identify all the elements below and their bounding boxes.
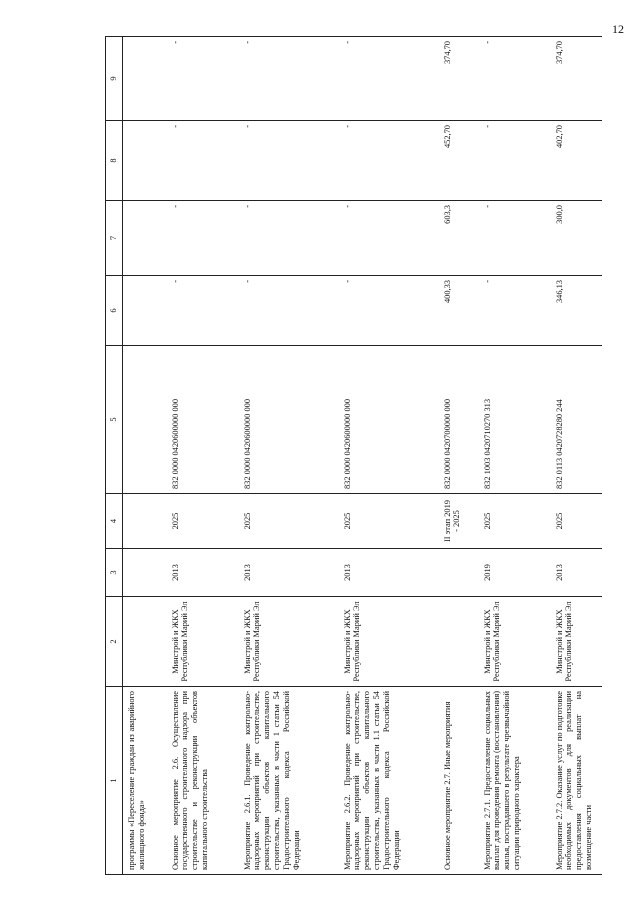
cell-budget-code: 832 0113 0420728280 244 <box>551 346 603 494</box>
cell-value-9 <box>123 37 167 121</box>
cell-executor <box>123 597 167 687</box>
table-body <box>123 37 603 875</box>
cell-start-year: 2013 <box>167 549 239 597</box>
header-col-5: 5 <box>106 346 123 494</box>
program-activities-table <box>105 36 602 875</box>
table-row <box>167 37 239 875</box>
table-row <box>551 37 603 875</box>
cell-start-year: 2019 <box>479 549 551 597</box>
cell-activity: Основное мероприятие 2.7. Иные мероприятия <box>439 687 479 875</box>
cell-end-year: 2025 <box>551 494 603 549</box>
cell-end-year: 2025 <box>167 494 239 549</box>
cell-value-8: - <box>339 121 439 201</box>
cell-budget-code: 832 0000 0420600000 000 <box>239 346 339 494</box>
cell-budget-code: 832 0000 0420700000 000 <box>439 346 479 494</box>
cell-activity: Мероприятие 2.6.1. Проведение контрольно-надзорных мероприятий при строительстве, реконструкции объектов капитального строительства, указанных в части 1 статьи 54 Градостроительного кодекса Российской Федерации <box>239 687 339 875</box>
cell-executor: Минстрой и ЖКХ Республики Марий Эл <box>167 597 239 687</box>
table-row <box>479 37 551 875</box>
cell-value-7: - <box>239 201 339 276</box>
cell-value-6: 400,33 <box>439 276 479 346</box>
table-header <box>106 37 123 875</box>
cell-end-year <box>123 494 167 549</box>
cell-activity: Мероприятие 2.6.2. Проведение контрольно-надзорных мероприятий при строительстве, реконструкции объектов капитального строительства, указанных в части 1.1 статьи 54 Градостроительного кодекса Российской Федерации <box>339 687 439 875</box>
cell-executor: Минстрой и ЖКХ Республики Марий Эл <box>239 597 339 687</box>
header-col-3: 3 <box>106 549 123 597</box>
cell-value-6: 346,13 <box>551 276 603 346</box>
cell-value-8: - <box>239 121 339 201</box>
cell-value-8: 452,70 <box>439 121 479 201</box>
page-number: 12 <box>612 22 624 36</box>
cell-start-year <box>123 549 167 597</box>
cell-value-7: 603,3 <box>439 201 479 276</box>
cell-value-9: - <box>339 37 439 121</box>
cell-budget-code: 832 1003 0420710270 313 <box>479 346 551 494</box>
cell-start-year: 2013 <box>239 549 339 597</box>
cell-end-year: 2025 <box>239 494 339 549</box>
cell-value-6: - <box>479 276 551 346</box>
cell-value-9: - <box>239 37 339 121</box>
cell-value-9: - <box>479 37 551 121</box>
cell-stage: II этап 2019 - 2025 <box>439 494 479 549</box>
header-col-2: 2 <box>106 597 123 687</box>
cell-executor: Минстрой и ЖКХ Республики Марий Эл <box>551 597 603 687</box>
cell-end-year: 2025 <box>339 494 439 549</box>
cell-value-9: 374,70 <box>551 37 603 121</box>
cell-value-7: 300,0 <box>551 201 603 276</box>
cell-value-8 <box>123 121 167 201</box>
cell-value-7 <box>123 201 167 276</box>
header-col-6: 6 <box>106 276 123 346</box>
cell-activity: Мероприятие 2.7.1. Предоставление социальных выплат для проведения ремонта (восстановления) жилья, пострадавшего в результате чрезвычайной ситуации природного характера <box>479 687 551 875</box>
cell-value-7: - <box>479 201 551 276</box>
cell-budget-code <box>123 346 167 494</box>
cell-value-7: - <box>167 201 239 276</box>
cell-value-8: - <box>479 121 551 201</box>
cell-executor: Минстрой и ЖКХ Республики Марий Эл <box>339 597 439 687</box>
header-col-1: 1 <box>106 687 123 875</box>
cell-end-year: 2025 <box>479 494 551 549</box>
cell-value-6: - <box>167 276 239 346</box>
cell-start-year: 2013 <box>551 549 603 597</box>
cell-value-9: 374,70 <box>439 37 479 121</box>
cell-start-year <box>439 549 479 597</box>
rotated-table-container <box>105 37 613 875</box>
header-col-8: 8 <box>106 121 123 201</box>
cell-value-9: - <box>167 37 239 121</box>
cell-activity: программы «Переселение граждан из аварийного жилищного фонда» <box>123 687 167 875</box>
cell-value-8: 402,70 <box>551 121 603 201</box>
cell-activity: Основное мероприятие 2.6. Осуществление государственного строительного надзора при строительстве и реконструкции объектов капитального строительства <box>167 687 239 875</box>
cell-executor: Минстрой и ЖКХ Республики Марий Эл <box>479 597 551 687</box>
header-col-7: 7 <box>106 201 123 276</box>
cell-value-6: - <box>339 276 439 346</box>
cell-budget-code: 832 0000 0420600000 000 <box>167 346 239 494</box>
table-row <box>439 37 479 875</box>
table-row <box>339 37 439 875</box>
cell-budget-code: 832 0000 0420600000 000 <box>339 346 439 494</box>
cell-value-6 <box>123 276 167 346</box>
table-row <box>239 37 339 875</box>
table-row <box>123 37 167 875</box>
cell-value-6: - <box>239 276 339 346</box>
cell-value-7: - <box>339 201 439 276</box>
cell-start-year: 2013 <box>339 549 439 597</box>
cell-executor <box>439 597 479 687</box>
cell-value-8: - <box>167 121 239 201</box>
cell-activity: Мероприятие 2.7.2. Оказание услуг по подготовке необходимых документов для реализации предоставления социальных выплат на возмещение части <box>551 687 603 875</box>
header-col-9: 9 <box>106 37 123 121</box>
header-col-4: 4 <box>106 494 123 549</box>
